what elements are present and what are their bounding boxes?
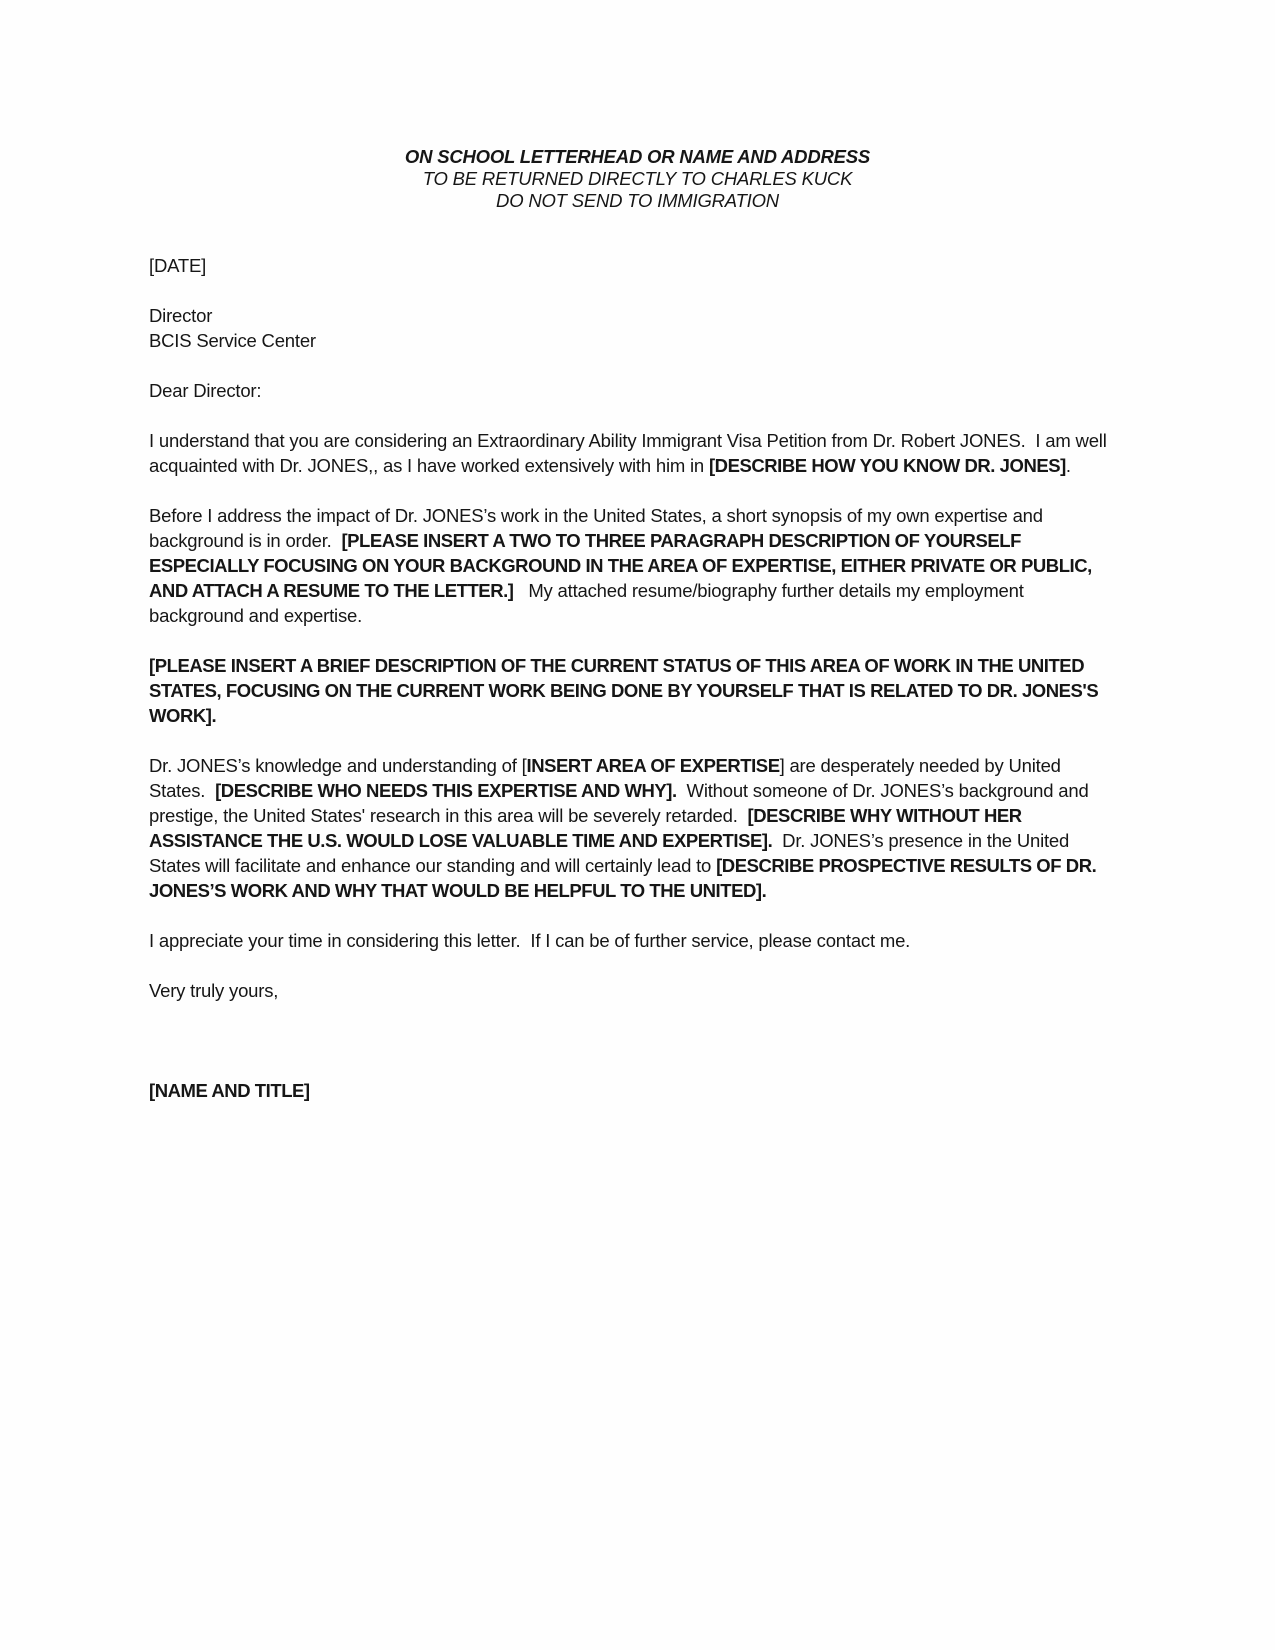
letterhead-line-2: TO BE RETURNED DIRECTLY TO CHARLES KUCK xyxy=(422,168,853,189)
letter-body xyxy=(149,428,1117,953)
letterhead-line-1: ON SCHOOL LETTERHEAD OR NAME AND ADDRESS xyxy=(404,146,871,167)
text-run: My attached resume/biography further details my employment background and expertise. xyxy=(149,580,1029,626)
text-run-bold: [PLEASE INSERT A BRIEF DESCRIPTION OF THE CURRENT STATUS OF THIS AREA OF WORK IN THE UNITED STATES, FOCUSING ON THE CURRENT WORK BEING DONE BY YOURSELF THAT IS RELATED TO DR. JONES'S WORK]. xyxy=(149,655,1103,726)
text-run-bold: INSERT AREA OF EXPERTISE xyxy=(526,755,780,776)
letter-paragraph xyxy=(149,928,1117,953)
recipient-line-1: Director xyxy=(149,305,213,326)
date-block xyxy=(149,253,1117,278)
text-run: Without someone of Dr. JONES’s background and prestige, the United States' research in this area will be severely retarded. xyxy=(149,780,1094,826)
text-run: I appreciate your time in considering this letter. If I can be of further service, please contact me. xyxy=(149,930,911,951)
date-placeholder: [DATE] xyxy=(149,255,207,276)
text-run-bold: [DESCRIBE WHY WITHOUT HER ASSISTANCE THE U.S. WOULD LOSE VALUABLE TIME AND EXPERTISE]. xyxy=(149,805,1026,851)
text-run-bold: [DESCRIBE PROSPECTIVE RESULTS OF DR. JONES’S WORK AND WHY THAT WOULD BE HELPFUL TO THE UNITED]. xyxy=(149,855,1102,901)
salutation xyxy=(149,378,1117,403)
letterhead-line-3: DO NOT SEND TO IMMIGRATION xyxy=(496,190,779,211)
text-run-bold: [DESCRIBE WHO NEEDS THIS EXPERTISE AND WHY]. xyxy=(215,780,677,801)
salutation-line: Dear Director: xyxy=(149,380,262,401)
text-run: ] are desperately needed by United States. xyxy=(149,755,1066,801)
closing: Very truly yours, xyxy=(149,980,279,1001)
signature-placeholder: [NAME AND TITLE] xyxy=(149,1080,310,1101)
letter-paragraph xyxy=(149,428,1117,478)
letter-paragraph xyxy=(149,653,1117,728)
text-run: . xyxy=(1065,455,1071,476)
text-run-bold: [PLEASE INSERT A TWO TO THREE PARAGRAPH DESCRIPTION OF YOURSELF ESPECIALLY FOCUSING ON YOUR BACKGROUND IN THE AREA OF EXPERTISE, EITHER PRIVATE OR PUBLIC, AND ATTACH A RESUME TO THE LETTER.] xyxy=(149,530,1096,601)
recipient-line-2: BCIS Service Center xyxy=(149,330,316,351)
recipient-block xyxy=(149,303,1117,353)
letterhead xyxy=(0,146,1275,212)
letter-content xyxy=(149,253,1117,1103)
letter-paragraph xyxy=(149,753,1117,903)
text-run: I understand that you are considering an Extraordinary Ability Immigrant Visa Petition from Dr. Robert JONES. I am well acquainted with Dr. JONES,, as I have worked extensively with him in xyxy=(149,430,1112,476)
text-run-bold: [DESCRIBE HOW YOU KNOW DR. JONES] xyxy=(708,455,1066,476)
text-run: Dr. JONES’s presence in the United States will facilitate and enhance our standing and will certainly lead to xyxy=(149,830,1075,876)
text-run: Before I address the impact of Dr. JONES’s work in the United States, a short synopsis of my own expertise and background is in order. xyxy=(149,505,1048,551)
letter-paragraph xyxy=(149,503,1117,628)
text-run: Dr. JONES’s knowledge and understanding of [ xyxy=(149,755,527,776)
